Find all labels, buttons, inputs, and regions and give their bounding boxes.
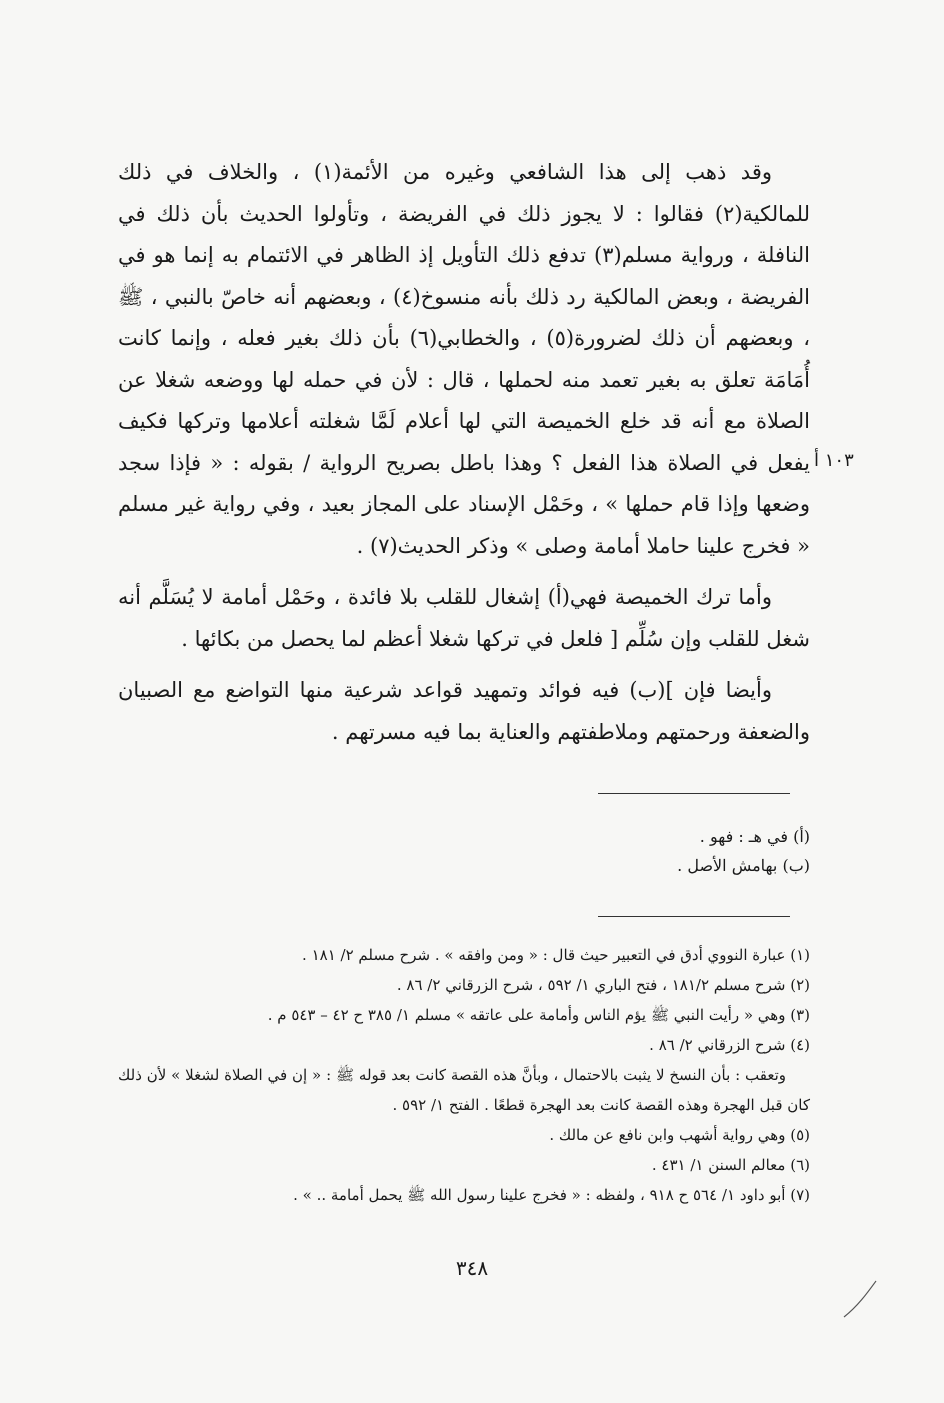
footnote-5: (٥) وهي رواية أشهب وابن نافع عن مالك .: [549, 1126, 810, 1144]
paragraph-3: وأيضا فإن ](ب) فيه فوائد وتمهيد قواعد شرعية منها التواضع مع الصبيان والضعفة ورحمتهم وملاطفتهم والعناية بما فيه مسرتهم .: [118, 678, 810, 744]
main-text: [118, 152, 810, 763]
footnote-4: (٤) شرح الزرقاني ٢/ ٨٦ .: [649, 1036, 810, 1054]
variant-notes-divider: [598, 793, 790, 794]
footnote-2: (٢) شرح مسلم ١٨١/٢ ، فتح الباري ١/ ٥٩٢ ، شرح الزرقاني ٢/ ٨٦ .: [396, 976, 810, 994]
footnote-1: (١) عبارة النووي أدق في التعبير حيث قال : « ومن وافقه » . شرح مسلم ٢/ ١٨١ .: [302, 946, 810, 964]
footnote-7: (٧) أبو داود ١/ ٥٦٤ ح ٩١٨ ، ولفظه : « فخرج علينا رسول الله ﷺ يحمل أمامة .. » .: [293, 1186, 810, 1204]
variant-note-b: (ب) بهامش الأصل .: [677, 856, 810, 875]
paragraph-1: وقد ذهب إلى هذا الشافعي وغيره من الأئمة(١) ، والخلاف في ذلك للمالكية(٢) فقالوا : لا يجوز ذلك في الفريضة ، وتأولوا الحديث بأن ذلك في النافلة ، ورواية مسلم(٣) تدفع ذلك التأويل إذ الظاهر في الائتمام به إنما هو في الفريضة ، وبعض المالكية رد ذلك بأنه منسوخ(٤) ، وبعضهم أنه خاصّ بالنبي ، ﷺ ، وبعضهم أن ذلك لضرورة(٥) ، والخطابي(٦) بأن ذلك بغير فعله ، وإنما كانت أُمَامَة تعلق به بغير تعمد منه لحملها ، قال : لأن في حمله لها ووضعه شغلا عن الصلاة مع أنه قد خلع الخميصة التي لها أعلام لَمَّا شغلته أعلامها وتركها فكيف يفعل في الصلاة هذا الفعل ؟ وهذا باطل بصريح الرواية / بقوله : « فإذا سجد وضعها وإذا قام حملها » ، وحَمْل الإسناد على المجاز بعيد ، وفي رواية غير مسلم « فخرج علينا حاملا أمامة وصلى » وذكر الحديث(٧) .: [118, 160, 811, 558]
variant-note-a: (أ) في هـ : فهو .: [699, 827, 810, 846]
footnote-6: (٦) معالم السنن ١/ ٤٣١ .: [651, 1156, 810, 1174]
footnotes: [118, 940, 810, 1210]
footnote-4-continuation: وتعقب : بأن النسخ لا يثبت بالاحتمال ، وبأنَّ هذه القصة كانت بعد قوله ﷺ : « إن في الصلاة لشغلا » لأن ذلك كان قبل الهجرة وهذه القصة كانت بعد الهجرة قطعًا . الفتح ١/ ٥٩٢ .: [118, 1066, 810, 1114]
variant-notes: [118, 822, 810, 880]
footnote-3: (٣) وهي « رأيت النبي ﷺ يؤم الناس وأمامة على عاتقه » مسلم ١/ ٣٨٥ ح ٤٢ – ٥٤٣ م .: [267, 1006, 810, 1024]
paragraph-2: وأما ترك الخميصة فهي(أ) إشغال للقلب بلا فائدة ، وحَمْل أمامة لا يُسَلَّم أنه شغل للقلب وإن سُلِّم [ فلعل في تركها شغلا أعظم لما يحصل من بكائها .: [118, 585, 810, 651]
footnotes-divider: [598, 916, 790, 917]
folio-margin-note: ١٠٣ أ: [814, 450, 854, 471]
pen-stroke-mark: [840, 1278, 880, 1320]
page-number: ٣٤٨: [455, 1256, 489, 1280]
